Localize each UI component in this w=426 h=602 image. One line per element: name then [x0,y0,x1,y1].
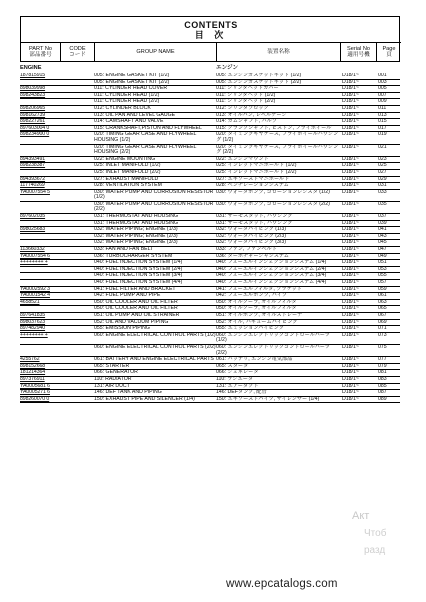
part-no-cell: YA0007554 5 [20,189,50,195]
jp-name-cell: 020: タイミングギヤケース, フライホイールハウジング (2/2) [216,144,339,156]
table-row[interactable] [20,390,400,396]
table-row[interactable] [20,287,400,293]
page-cell[interactable]: 021 [378,144,387,150]
table-row[interactable] [20,106,400,112]
contents-title-block [21,17,401,43]
serial-cell: D18/1~ [342,73,359,78]
part-no-cell: 898037623 [20,319,46,325]
col-page-jp: 頁 [386,52,392,58]
serial-cell: D18/1~ [342,376,359,382]
group-name-cell: 065: STARTER [94,363,130,369]
part-no-cell: YA0005681 6 [20,383,50,389]
part-no-cell: 113660332 [20,247,45,253]
group-name-cell: 005: ENGINE GASKET KIT (2/2) [94,79,170,85]
table-row[interactable] [20,377,400,383]
col-serial-jp: 適用号機 [347,52,370,58]
part-no-cell: 894393672 [20,176,46,182]
jp-name-cell: 020: タイミングギヤケース, フライホイールハウジング (1/2) [216,132,339,143]
jp-name-cell: 031: サーモスタット, ハウジング [216,214,293,220]
jp-name-cell: 011: シリンダヘッド (1/2) [216,92,276,98]
section-en: ENGINE [20,65,42,71]
page-cell[interactable]: 081 [378,370,387,376]
group-name-cell: 050: OIL COOLER AND OIL FILTER [94,306,178,312]
jp-name-cell: 041: フューエルフィルタ, ブラケット [216,286,302,292]
table-row[interactable] [20,370,400,376]
serial-cell: D18/1~ [342,240,359,246]
serial-cell: D18/1~ [342,273,359,279]
serial-cell: D18/1~ [342,156,359,162]
jp-name-cell: 040: フューエルインジェクションシステム (4/4) [216,280,327,285]
serial-cell: D18/1~ [342,306,359,312]
serial-cell: D18/1~ [342,396,359,402]
group-name-cell: 150: EXHAUST PIPE AND SILENCER (1/4) [94,396,195,402]
serial-cell: D18/1~ [342,293,359,299]
page-cell[interactable]: 003 [378,79,387,85]
page-cell[interactable]: 027 [378,169,387,175]
serial-cell: D18/1~ [342,344,359,350]
page-cell[interactable]: 049 [378,253,387,259]
col-group-name [95,43,217,61]
page-cell[interactable]: 017 [378,125,387,131]
group-name-cell: 060: ENGINE ELECTRICAL CONTROL PARTS (2/2) [94,344,216,350]
group-name-cell: 014: CAMSHAFT AND VALVE [94,119,164,125]
contents-rows [20,66,400,403]
page-cell[interactable]: 055 [378,273,387,279]
contents-subtitle: 目 次 [194,30,228,40]
table-row[interactable] [20,145,400,156]
serial-cell: D18/1~ [342,383,359,389]
jp-name-cell: 040: フューエルインジェクションシステム (2/4) [216,266,327,272]
group-name-cell: 012: CYLINDER BLOCK [94,105,151,111]
page-cell[interactable]: 061 [378,293,387,299]
page-cell[interactable]: 029 [378,176,387,182]
page-cell[interactable]: 023 [378,156,387,162]
jp-name-cell: 025: インレットマニホールド (1/2) [216,163,297,169]
contents-title: CONTENTS [184,20,238,30]
jp-name-cell: 040: フューエルインジェクションシステム (3/4) [216,273,327,279]
group-name-cell: 040: FUEL INJECTION SYSTEM (2/4) [94,266,183,272]
table-row[interactable] [20,177,400,183]
table-row[interactable] [20,333,400,344]
col-page [377,43,401,61]
serial-cell: D18/1~ [342,105,359,111]
jp-name-cell: 014: カムシャフト, バルブ [216,119,278,125]
jp-name-cell: 011: シリンダヘッドカバー [216,86,279,92]
jp-name-cell: 025: インレットマニホールド (2/2) [216,169,297,175]
page-cell[interactable]: 059 [378,286,387,292]
footer-url-link[interactable]: www.epcatalogs.com [226,578,338,590]
part-no-cell: 897376911 [20,376,45,382]
page-cell[interactable]: 025 [378,163,387,169]
group-name-cell: 011: CYLINDER HEAD COVER [94,86,168,92]
jp-name-cell: 055: エミッションパイピング [216,326,284,332]
watermark-line-2: Чтоб [364,528,387,539]
serial-cell: D18/1~ [342,363,359,369]
page-cell[interactable]: 079 [378,363,387,369]
table-row[interactable] [20,357,400,363]
serial-cell: D18/1~ [342,169,359,175]
serial-cell: D18/1~ [342,79,359,85]
group-name-cell: 032: WATER PIPING; ENGINE (3/3) [94,240,178,246]
table-row[interactable] [20,126,400,132]
table-row[interactable] [20,384,400,390]
group-name-cell: 032: WATER PIPING; ENGINE (1/3) [94,227,178,233]
part-no-cell: 897603004 0 [20,125,50,131]
part-no-cell: YA0002592 3 [20,286,50,292]
serial-cell: D18/1~ [342,390,359,396]
col-page-en: Page [382,46,396,52]
group-name-cell: 031: THERMOSTAT AND HOUSING [94,214,179,220]
jp-name-cell: 028: ベンチレーションシステム [216,183,289,189]
jp-name-cell: 022: エンジンマウント [216,156,269,162]
page-cell[interactable]: 075 [378,344,387,350]
jp-name-cell: 050: オイルクーラ, オイルフィルタ [216,306,297,312]
serial-cell: D18/1~ [342,183,359,189]
table-row[interactable] [20,247,400,253]
table-row[interactable] [20,86,400,92]
group-name-cell: 041: FUEL FILTER AND BRACKET [94,286,176,292]
serial-cell: D18/1~ [342,214,359,220]
table-row[interactable] [20,163,400,169]
jp-name-cell: 013: オイルパン, レベルゲージ [216,112,287,118]
group-name-cell: 025: INLET MANIFOLD (2/2) [94,169,161,175]
col-part-no [21,43,61,61]
page-cell[interactable]: 019 [378,132,387,138]
part-no-cell: YA0005271 6 [20,390,50,396]
serial-cell: D18/1~ [342,370,359,376]
contents-header [20,16,400,62]
serial-cell: D18/1~ [342,86,359,92]
serial-cell: D18/1~ [342,253,359,259]
part-no-cell: 898152668 [20,363,46,369]
table-row[interactable] [20,293,400,299]
part-no-cell: 898243823 [20,92,46,98]
part-no-cell: 187815915 [20,73,46,78]
page-cell[interactable]: 007 [378,92,387,98]
page-cell[interactable]: 065 [378,306,387,312]
col-code [61,43,95,61]
page-cell[interactable]: 043 [378,233,387,239]
page-cell[interactable]: 051 [378,260,387,266]
group-name-cell: 020: TIMING GEAR CASE AND FLYWHEEL HOUSING (1/2) [94,132,197,143]
jp-name-cell: 146: DEFタンク, 配管 [216,390,267,396]
group-name-cell: 020: TIMING GEAR CASE AND FLYWHEEL HOUSING (2/2) [94,144,197,156]
table-row[interactable] [20,227,400,233]
group-name-cell: 042: FUEL PUMP AND PIPE [94,293,161,299]
page-cell[interactable]: 083 [378,376,387,382]
section-heading [20,66,400,73]
table-row[interactable] [20,300,400,306]
table-row[interactable] [20,202,400,213]
group-name-cell: 011: CYLINDER HEAD (2/2) [94,99,160,105]
page-cell[interactable]: 071 [378,326,387,332]
group-name-cell: 146: DEF TANK AND PIPING [94,390,162,396]
table-row[interactable] [20,157,400,163]
table-row[interactable] [20,397,400,403]
page-cell[interactable]: 063 [378,299,387,305]
part-no-cell: 898025683 [20,227,46,233]
group-name-cell: 051: OIL PUMP AND OIL STRAINER [94,312,180,318]
group-name-cell: 027: EXHAUST MANIFOLD [94,176,159,182]
jp-name-cell: 031: サーモスタット, ハウジング [216,220,293,226]
part-no-cell: ++++++++ + [20,332,48,338]
serial-cell: D18/1~ [342,312,359,318]
jp-name-cell: 012: シリンダブロック [216,105,269,111]
table-row[interactable] [20,320,400,326]
serial-cell: D18/1~ [342,119,359,125]
jp-name-cell: 030: ウォータポンプ, コローションレジスタ (2/2) [216,201,330,207]
part-no-cell: 897641835 [20,312,46,318]
serial-cell: D18/1~ [342,227,359,233]
page-cell[interactable]: 069 [378,319,387,325]
part-no-cell: 181214364 [20,370,46,376]
page-cell[interactable]: 031 [378,183,387,189]
group-name-cell: 025: INLET MANIFOLD (1/2) [94,163,161,169]
part-no-cell: 898206965 [20,105,46,111]
group-name-cell: 011: CYLINDER HEAD (1/2) [94,92,160,98]
col-jp-name [217,43,341,61]
table-row[interactable] [20,113,400,119]
col-part-no-en: PART No [28,46,52,52]
col-part-no-jp: 部品番号 [29,52,52,58]
jp-name-cell: 065: スタータ [216,363,249,369]
page-cell[interactable]: 041 [378,227,387,233]
serial-cell: D18/1~ [342,189,359,195]
serial-cell: D18/1~ [342,280,359,285]
part-no-cell: YA0007554 6 [20,253,50,259]
page-cell[interactable]: 087 [378,390,387,396]
group-name-cell: 030: WATER PUMP AND CORROSION RESISTOR (2/2) [94,201,214,213]
group-name-cell: 022: ENGINE MOUNTING [94,156,156,162]
serial-cell: D18/1~ [342,92,359,98]
group-name-cell: 040: FUEL INJECTION SYSTEM (4/4) [94,280,183,285]
page-cell[interactable]: 009 [378,99,387,105]
jp-name-cell: 051: オイルポンプ, オイルストレーナ [216,312,303,318]
table-row[interactable] [20,364,400,370]
jp-name-cell: 027: エキゾーストマニホールド [216,176,290,182]
group-name-cell: 055: EMISSION PIPING [94,326,150,332]
page-cell[interactable]: 077 [378,357,387,363]
serial-cell: D18/1~ [342,144,359,150]
page-cell[interactable]: 045 [378,240,387,246]
part-no-cell: 898238387 [20,163,46,169]
serial-cell: D18/1~ [342,176,359,182]
jp-name-cell: 040: フューエルインジェクションシステム (1/4) [216,260,327,266]
page-cell[interactable]: 037 [378,214,387,220]
jp-name-cell: 036: ターボチャージャシステム [216,253,289,259]
page-cell[interactable]: 033 [378,189,387,195]
col-serial [341,43,377,61]
jp-name-cell: 032: ウォータパイピング (1/3) [216,227,286,233]
jp-name-cell: 005: エンジンガスケットキット (2/2) [216,79,302,85]
page-cell[interactable]: 039 [378,220,387,226]
page-cell[interactable]: 013 [378,112,387,118]
table-row[interactable] [20,214,400,220]
group-name-cell: 110: RADIATOR [94,376,132,382]
page-cell[interactable]: 035 [378,201,387,207]
group-name-cell: 005: ENGINE GASKET KIT (1/2) [94,73,170,78]
part-no-cell: ++++++++ + [20,260,48,266]
serial-cell: D18/1~ [342,99,359,105]
group-name-cell: 131: AIR DUCT [94,383,130,389]
part-no-cell: 897482940 [20,326,46,332]
group-name-cell: 066: GENERATOR [94,370,138,376]
jp-name-cell: 050: オイルクーラ, オイルフィルタ [216,299,297,305]
jp-name-cell: 015: クランクシャフト, ピストン, フライホイール [216,125,332,131]
part-no-cell: 898260070 0 [20,396,50,402]
table-row[interactable] [20,326,400,332]
part-no-cell: 117740269 [20,183,45,189]
watermark-line-3: разд [364,545,386,556]
serial-cell: D18/1~ [342,220,359,226]
page-cell[interactable]: 047 [378,247,387,253]
serial-cell: D18/1~ [342,163,359,169]
jp-name-cell: 060: エンジンエレクトリックコントロールパーツ (2/2) [216,344,330,356]
group-name-cell: 050: OIL COOLER AND OIL FILTER [94,299,178,305]
group-name-cell: 031: THERMOSTAT AND HOUSING [94,220,179,226]
col-group-name-label: GROUP NAME [136,49,175,55]
page-cell[interactable]: 005 [378,86,387,92]
jp-name-cell: 150: エキゾーストパイプ, サイレンサー (1/4) [216,396,320,402]
serial-cell: D18/1~ [342,247,359,253]
serial-cell: D18/1~ [342,286,359,292]
col-serial-en: Serial No [346,46,370,52]
table-row[interactable] [20,132,400,143]
group-name-cell: 032: WATER PIPING; ENGINE (2/3) [94,233,178,239]
part-no-cell: 4658521 [20,299,40,305]
jp-name-cell: 066: ジェネレータ [216,370,259,376]
jp-name-cell: 061: バッテリ, エンジン電気部品 [216,357,293,363]
jp-name-cell: 011: シリンダヘッド (2/2) [216,99,276,105]
table-row[interactable] [20,119,400,125]
jp-name-cell: 032: ウォータパイピング (3/3) [216,240,286,246]
serial-cell: D18/1~ [342,201,359,207]
jp-name-cell: 110: ラジエータ [216,376,254,382]
serial-cell: D18/1~ [342,357,359,363]
part-no-cell: 898227261 [20,119,46,125]
page-cell[interactable]: 085 [378,383,387,389]
serial-cell: D18/1~ [342,132,359,138]
serial-cell: D18/1~ [342,260,359,266]
group-name-cell: 040: FUEL INJECTION SYSTEM (3/4) [94,273,183,279]
group-name-cell: 015: CRANKSHAFT,PISTON AND FLYWHEEL [94,125,202,131]
page-cell[interactable]: 011 [378,105,387,111]
serial-cell: D18/1~ [342,266,359,272]
jp-name-cell: 005: エンジンガスケットキット (1/2) [216,73,302,78]
page-cell[interactable]: 015 [378,119,387,125]
part-no-cell: 894393491 [20,156,46,162]
part-no-cell: 4255762 [20,357,40,363]
serial-cell: D18/1~ [342,299,359,305]
table-row[interactable] [20,190,400,201]
table-row[interactable] [20,93,400,99]
jp-name-cell: 030: ウォータポンプ, コローションレジスタ (1/2) [216,189,330,195]
page-cell[interactable]: 089 [378,396,387,402]
group-name-cell: 052: OIL AND VACUUM PIPING [94,319,169,325]
col-code-en: CODE [69,46,86,52]
jp-name-cell: 060: エンジンエレクトリックコントロールパーツ (1/2) [216,332,330,344]
page-cell[interactable]: 057 [378,280,387,285]
table-row[interactable] [20,183,400,189]
part-no-cell: 898039998 [20,86,46,92]
group-name-cell: 040: FUEL INJECTION SYSTEM (1/4) [94,260,183,266]
table-row[interactable] [20,254,400,260]
group-name-cell: 061: BATTERY AND ENGINE ELECTRICAL PARTS [94,357,214,363]
group-name-cell: 036: TURBOCHARGER SYSTEM [94,253,173,259]
part-no-cell: 898234900 0 [20,132,50,138]
table-row[interactable] [20,313,400,319]
serial-cell: D18/1~ [342,112,359,118]
col-jp-name-label: 装置名称 [267,49,290,55]
serial-cell: D18/1~ [342,125,359,131]
table-row[interactable] [20,73,400,79]
contents-sheet [20,16,400,403]
col-code-jp: コード [69,52,86,58]
group-name-cell: 033: FAN AND FAN BELT [94,247,154,253]
part-no-cell: YA0001542 4 [20,293,50,299]
table-row[interactable] [20,345,400,356]
row-divider [20,402,400,403]
watermark-line-1: Акт [352,510,370,522]
serial-cell: D18/1~ [342,332,359,338]
section-jp: エンジン [216,65,239,71]
page-cell[interactable]: 001 [378,73,387,78]
part-no-cell: 898162739 [20,112,46,118]
group-name-cell: 030: WATER PUMP AND CORROSION RESISTOR (1/2) [94,189,214,201]
page-cell[interactable]: 067 [378,312,387,318]
group-name-cell: 028: VENTILATION SYSTEM [94,183,162,189]
jp-name-cell: 052: オイル, バキュームパイピング [216,319,298,325]
part-no-cell: 897602035 [20,214,46,220]
jp-name-cell: 033: ファン, ファンベルト [216,247,277,253]
serial-cell: D18/1~ [342,326,359,332]
group-name-cell: 060: ENGINE ELECTRICAL CONTROL PARTS (1/2) [94,332,216,338]
serial-cell: D18/1~ [342,319,359,325]
jp-name-cell: 042: フューエルポンプ, パイプ [216,293,288,299]
serial-cell: D18/1~ [342,233,359,239]
page-cell[interactable]: 073 [378,332,387,338]
jp-name-cell: 032: ウォータパイピング (2/3) [216,233,286,239]
group-name-cell: 013: OIL PAN AND LEVEL GAUGE [94,112,176,118]
page-cell[interactable]: 053 [378,266,387,272]
jp-name-cell: 131: エアーダクト [216,383,259,389]
table-row[interactable] [20,260,400,266]
